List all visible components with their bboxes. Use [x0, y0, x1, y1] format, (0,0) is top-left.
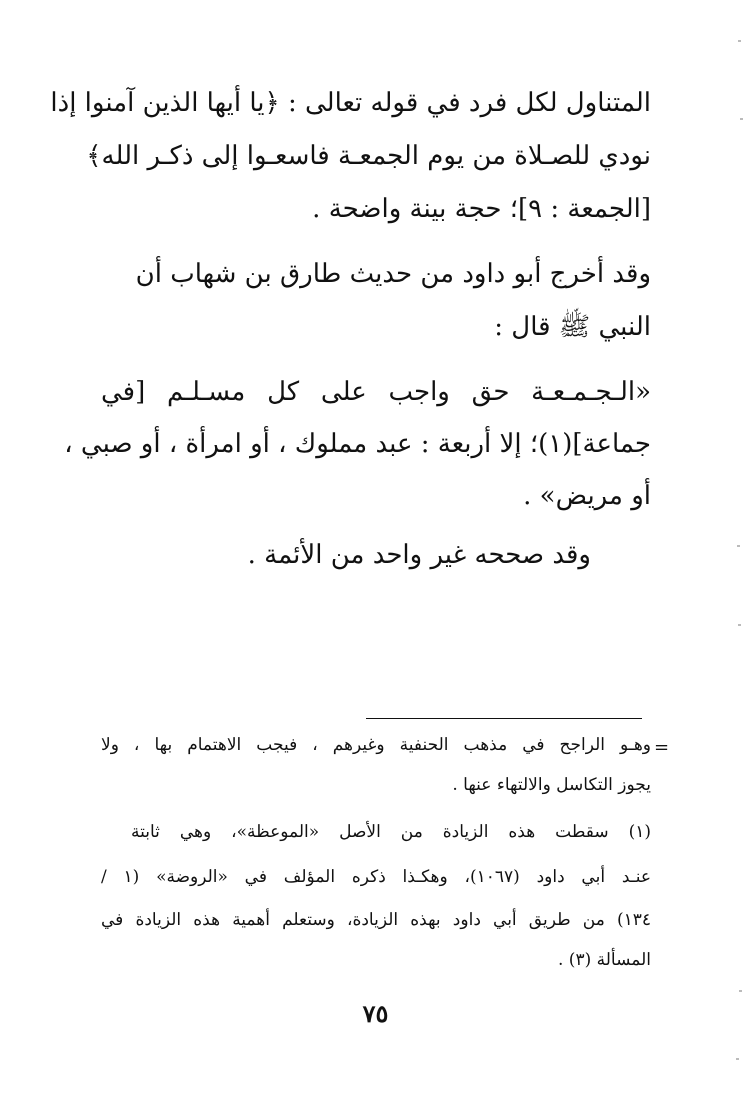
footnote-line-3: (١) سقطت هذه الزيادة من الأصل «الموعظة»، وهي ثابتة — [131, 822, 651, 842]
footnote-line-6: المسألة (٣) . — [558, 950, 651, 970]
page-number: ٧٥ — [362, 999, 389, 1028]
footnote-separator — [366, 718, 642, 719]
footnote-line-1: وهـو الراجح في مذهب الحنفية وغيرهم ، فيجب الاهتمام بها ، ولا — [101, 735, 651, 755]
body-line-9: وقد صححه غير واحد من الأئمة . — [247, 540, 591, 570]
body-line-5: النبي ﷺ قال : — [494, 312, 651, 342]
scan-speck — [738, 40, 741, 42]
body-line-8: أو مريض» . — [523, 481, 651, 511]
footnote-continuation-mark: = — [654, 737, 670, 758]
body-line-4: وقد أخرج أبو داود من حديث طارق بن شهاب أن — [135, 259, 651, 289]
scan-speck — [739, 990, 742, 992]
body-line-7: جماعة](١)؛ إلا أربعة : عبد مملوك ، أو امرأة ، أو صبي ، — [64, 429, 651, 459]
scan-speck — [740, 118, 743, 120]
body-line-3: [الجمعة : ٩]؛ حجة بينة واضحة . — [312, 194, 651, 224]
body-line-6: «الـجـمـعـة حق واجب على كل مسـلـم [في — [101, 377, 651, 407]
scan-speck — [738, 624, 741, 626]
footnote-line-2: يجوز التكاسل والالتهاء عنها . — [452, 775, 651, 795]
body-line-1: المتناول لكل فرد في قوله تعالى : ﴿يا أيها الذين آمنوا إذا — [50, 88, 651, 118]
scan-speck — [736, 1058, 739, 1060]
body-line-2: نودي للصـلاة من يوم الجمعـة فاسعـوا إلى ذكـر الله﴾ — [86, 141, 651, 171]
footnote-line-4: عنـد أبي داود (١٠٦٧)، وهكـذا ذكره المؤلف في «الروضة» (١ / — [101, 867, 652, 887]
scan-speck — [737, 545, 740, 547]
footnote-line-5: ١٣٤) من طريق أبي داود بهذه الزيادة، وستعلم أهمية هذه الزيادة في — [101, 910, 651, 930]
